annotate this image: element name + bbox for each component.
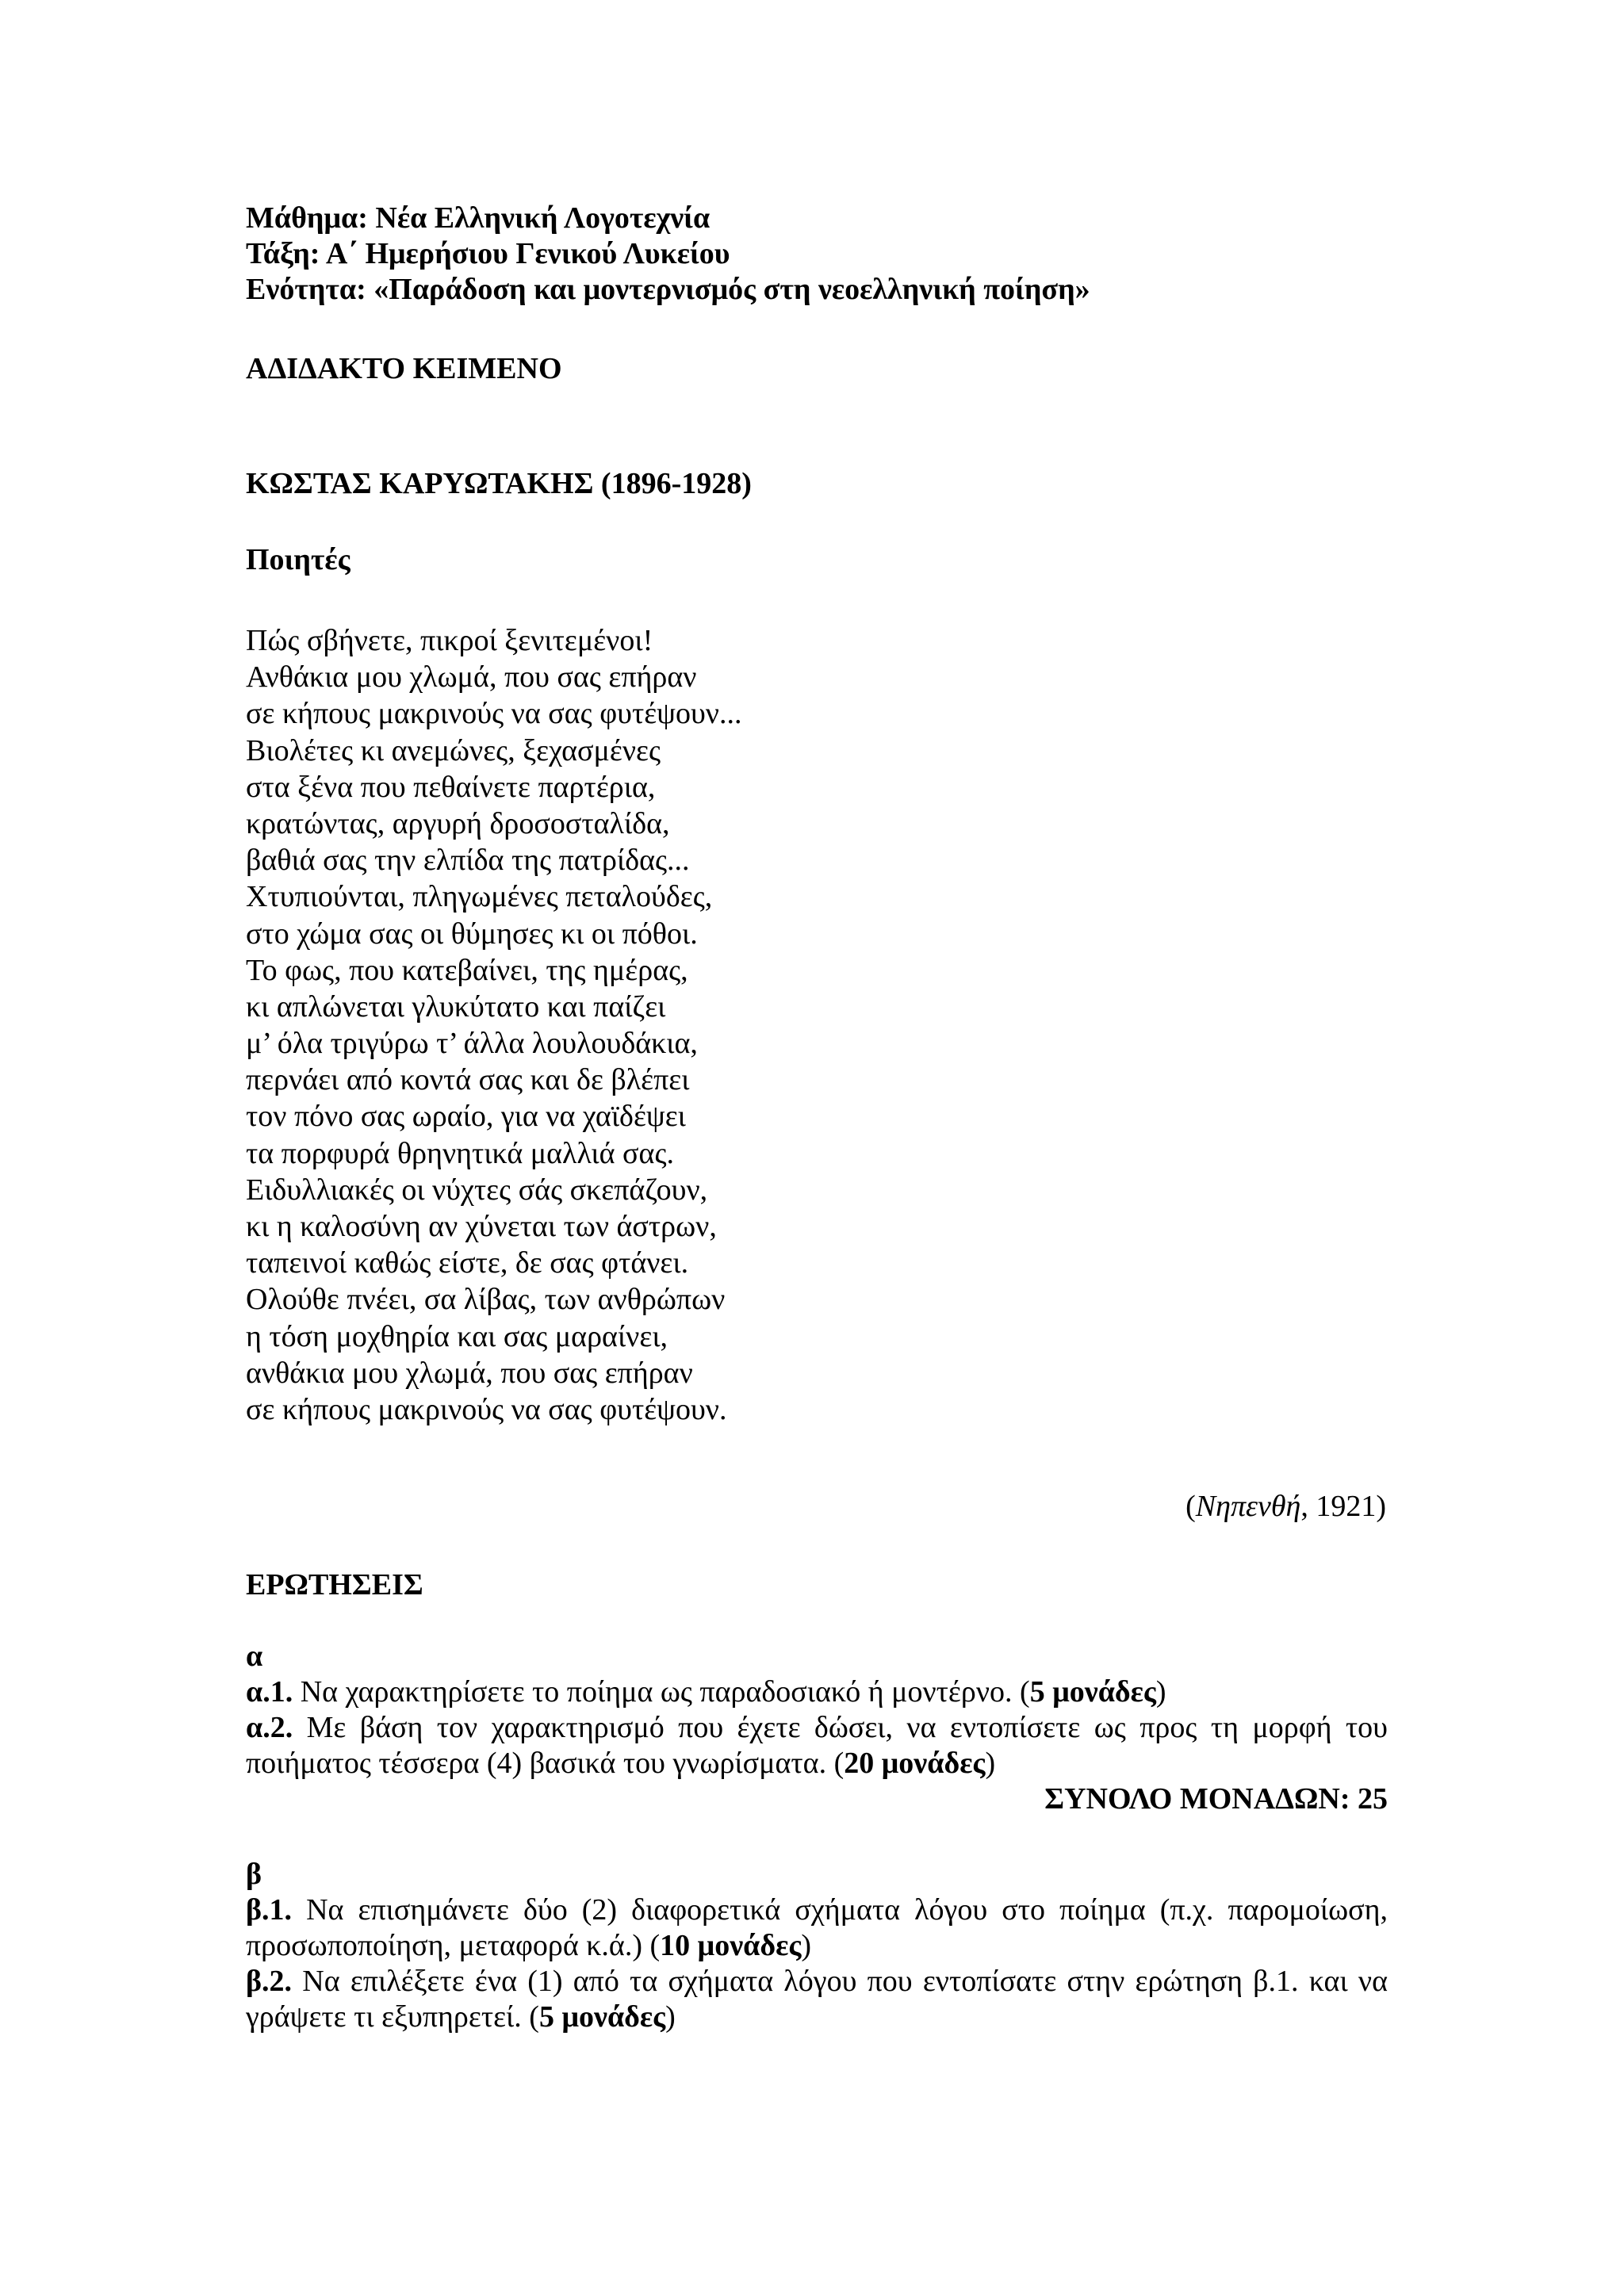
poem-line: Ολούθε πνέει, σα λίβας, των ανθρώπων <box>246 1283 726 1317</box>
question-b2: β.2. Να επιλέξετε ένα (1) από τα σχήματα λόγου που εντοπίσατε στην ερώτηση β.1. και να γράψετε τι εξυπηρετεί. (5 μονάδες) <box>246 1965 1388 2034</box>
poem-line: στα ξένα που πεθαίνετε παρτέρια, <box>246 770 656 804</box>
poem-line: τον πόνο σας ωραίο, για να χαϊδέψει <box>246 1100 686 1134</box>
poem-line: ταπεινοί καθώς είστε, δε σας φτάνει. <box>246 1246 689 1280</box>
poem-title: Ποιητές <box>246 543 350 576</box>
poem-line: Ανθάκια μου χλωμά, που σας επήραν <box>246 660 697 695</box>
poem-line: Ειδυλλιακές οι νύχτες σάς σκεπάζουν, <box>246 1173 708 1207</box>
poem-source: (Νηπενθή, 1921) <box>1185 1490 1386 1523</box>
part-a-label: α <box>246 1640 263 1673</box>
questions-title: ΕΡΩΤΗΣΕΙΣ <box>246 1568 423 1601</box>
subject-line: Μάθημα: Νέα Ελληνική Λογοτεχνία <box>246 201 710 235</box>
document-header <box>246 201 1388 308</box>
poem-line: στο χώμα σας οι θύμησες κι οι πόθοι. <box>246 916 698 951</box>
question-b1: β.1. Να επισημάνετε δύο (2) διαφορετικά σχήματα λόγου στο ποίημα (π.χ. παρομοίωση, προσωποποίηση, μεταφορά κ.ά.) (10 μονάδες) <box>246 1893 1388 1962</box>
poem-line: τα πορφυρά θρηνητικά μαλλιά σας. <box>246 1136 674 1170</box>
poet-name: ΚΩΣΤΑΣ ΚΑΡΥΩΤΑΚΗΣ (1896-1928) <box>246 467 752 500</box>
poem-line: Πώς σβήνετε, πικροί ξενιτεμένοι! <box>246 624 653 657</box>
poem-line: Το φως, που κατεβαίνει, της ημέρας, <box>246 953 688 987</box>
poem-line: Βιολέτες κι ανεμώνες, ξεχασμένες <box>246 733 661 767</box>
question-part-a <box>246 1639 1388 1817</box>
question-part-b <box>246 1857 1388 2035</box>
poem-line: περνάει από κοντά σας και δε βλέπει <box>246 1063 690 1097</box>
poem-line: η τόση μοχθηρία και σας μαραίνει, <box>246 1319 668 1353</box>
total-points: ΣΥΝΟΛΟ ΜΟΝΑΔΩΝ: 25 <box>1044 1782 1388 1816</box>
section-title: ΑΔΙΔΑΚΤΟ ΚΕΙΜΕΝΟ <box>246 352 562 385</box>
poem-line: σε κήπους μακρινούς να σας φυτέψουν... <box>246 697 742 731</box>
poem-line: σε κήπους μακρινούς να σας φυτέψουν. <box>246 1392 727 1426</box>
question-a2: α.2. Με βάση τον χαρακτηρισμό που έχετε δώσει, να εντοπίσετε ως προς τη μορφή του ποιήματος τέσσερα (4) βασικά του γνωρίσματα. (20 μονάδες) <box>246 1711 1388 1780</box>
poem-line: κρατώντας, αργυρή δροσοσταλίδα, <box>246 806 670 840</box>
poem-line: Χτυπιούνται, πληγωμένες πεταλούδες, <box>246 880 713 914</box>
part-b-label: β <box>246 1858 262 1891</box>
source-book-title: Νηπενθή <box>1195 1490 1301 1523</box>
unit-line: Ενότητα: «Παράδοση και μοντερνισμός στη νεοελληνική ποίηση» <box>246 273 1090 306</box>
poem-line: ανθάκια μου χλωμά, που σας επήραν <box>246 1356 693 1390</box>
grade-line: Τάξη: Α΄ Ημερήσιου Γενικού Λυκείου <box>246 237 730 270</box>
poem-line: βαθιά σας την ελπίδα της πατρίδας... <box>246 844 690 878</box>
poem-line: κι απλώνεται γλυκύτατο και παίζει <box>246 989 666 1024</box>
poem-line: κι η καλοσύνη αν χύνεται των άστρων, <box>246 1210 717 1243</box>
question-a1: α.1. Να χαρακτηρίσετε το ποίημα ως παραδοσιακό ή μοντέρνο. (5 μονάδες) <box>246 1675 1166 1709</box>
poem-line: μ’ όλα τριγύρω τ’ άλλα λουλουδάκια, <box>246 1027 698 1061</box>
poem-body <box>246 622 1388 1428</box>
